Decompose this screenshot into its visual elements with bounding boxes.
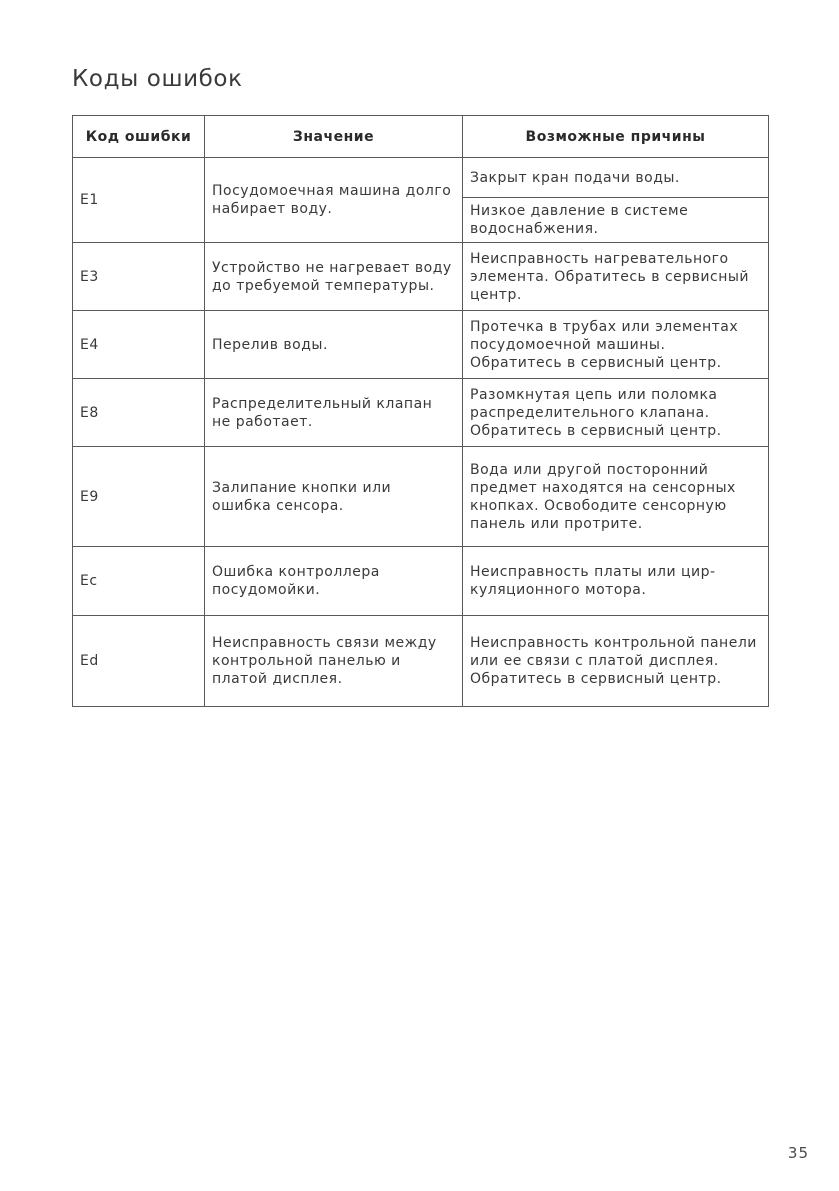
error-meaning: Посудомоечная машина долго набирает воду. bbox=[205, 158, 463, 243]
error-code: E9 bbox=[73, 447, 205, 547]
table-row bbox=[73, 616, 769, 707]
error-codes-table bbox=[72, 115, 769, 707]
header-code: Код ошибки bbox=[73, 116, 205, 158]
error-meaning: Неисправность связи между контрольной панелью и платой дисплея. bbox=[205, 616, 463, 707]
error-cause: Неисправность нагревательного элемента. Обратитесь в сервисный центр. bbox=[463, 243, 769, 311]
table-row bbox=[73, 243, 769, 311]
table-row bbox=[73, 311, 769, 379]
error-cause: Низкое давление в системе водоснабжения. bbox=[463, 198, 769, 243]
error-meaning: Устройство не нагревает воду до требуемой температуры. bbox=[205, 243, 463, 311]
table-row bbox=[73, 547, 769, 616]
page-number: 35 bbox=[787, 1144, 809, 1162]
error-meaning: Перелив воды. bbox=[205, 311, 463, 379]
error-meaning: Ошибка контроллера посудомойки. bbox=[205, 547, 463, 616]
error-cause: Неисправность контрольной панели или ее связи с платой дисплея. Обратитесь в сервисный центр. bbox=[463, 616, 769, 707]
error-cause: Закрыт кран подачи воды. bbox=[463, 158, 769, 198]
error-code: E1 bbox=[73, 158, 205, 243]
error-cause: Протечка в трубах или элементах посудомоечной машины. Обратитесь в сервисный центр. bbox=[463, 311, 769, 379]
error-cause: Неисправность платы или цир-куляционного мотора. bbox=[463, 547, 769, 616]
table-row bbox=[73, 379, 769, 447]
page-title: Коды ошибок bbox=[72, 66, 243, 92]
error-code: E4 bbox=[73, 311, 205, 379]
header-meaning: Значение bbox=[205, 116, 463, 158]
error-meaning: Залипание кнопки или ошибка сенсора. bbox=[205, 447, 463, 547]
header-causes: Возможные причины bbox=[463, 116, 769, 158]
error-code: Ed bbox=[73, 616, 205, 707]
error-code: E3 bbox=[73, 243, 205, 311]
error-code: E8 bbox=[73, 379, 205, 447]
error-cause: Вода или другой посторонний предмет находятся на сенсорных кнопках. Освободите сенсорную панель или протрите. bbox=[463, 447, 769, 547]
table-header-row bbox=[73, 116, 769, 158]
table-row bbox=[73, 447, 769, 547]
error-cause: Разомкнутая цепь или поломка распределительного клапана. Обратитесь в сервисный центр. bbox=[463, 379, 769, 447]
error-code: Ec bbox=[73, 547, 205, 616]
error-meaning: Распределительный клапан не работает. bbox=[205, 379, 463, 447]
table-row bbox=[73, 158, 769, 198]
